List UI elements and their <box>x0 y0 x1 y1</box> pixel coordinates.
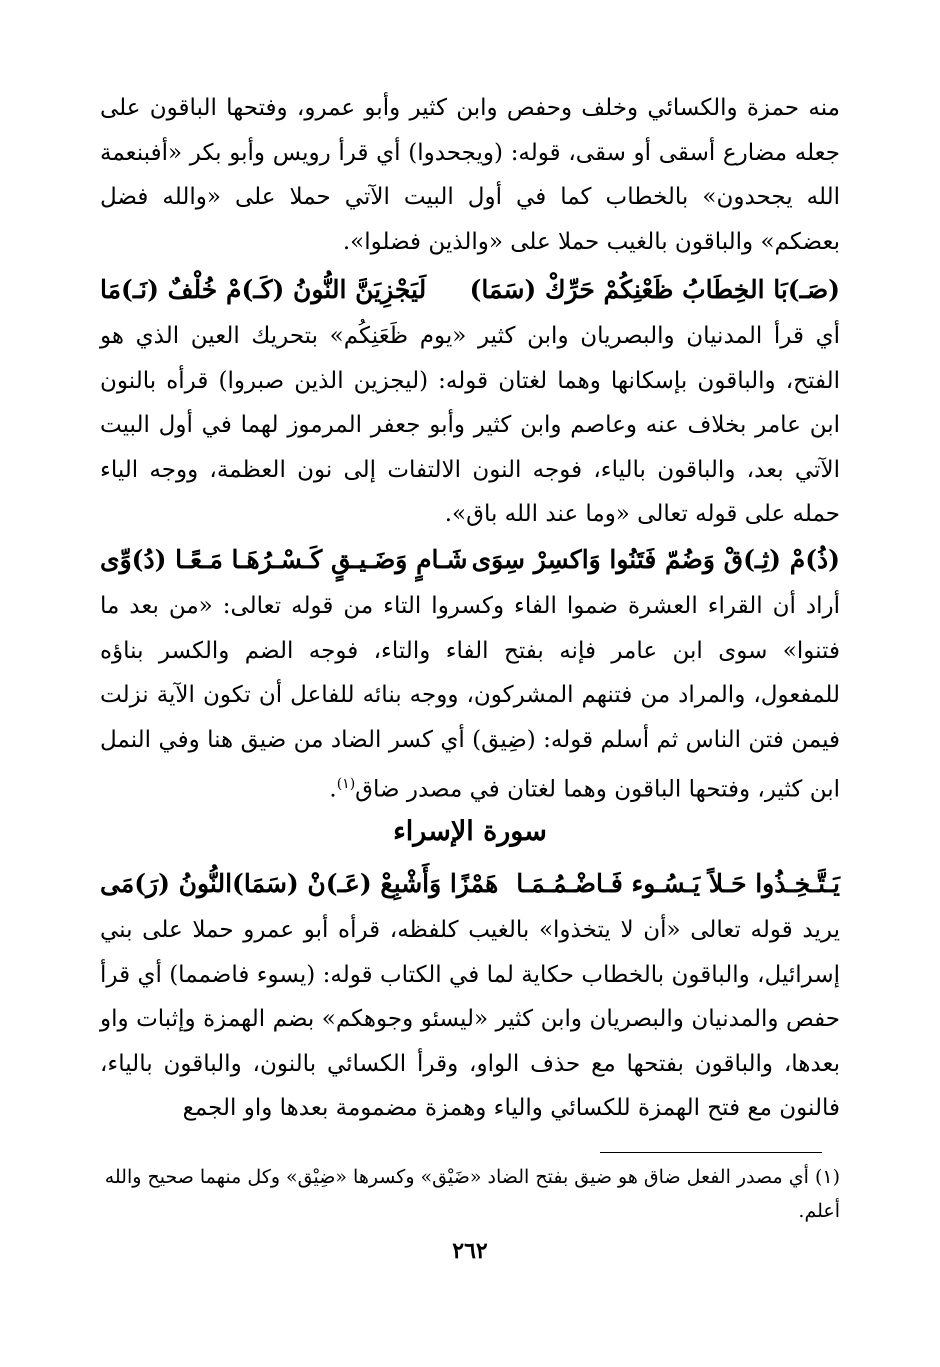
paragraph-1: منه حمزة والكسائي وخلف وحفص وابن كثير وأبو عمرو، وفتحها الباقون على جعله مضارع أسقى أو سقى، قوله: (ويجحدوا) أي قرأ رويس وأبو بكر «أفبنعمة الله يجحدون» بالخطاب كما في أول البيت الآتي حملا على «والله فضل بعضكم» والباقون بالغيب حملا على «والذين فضلوا». <box>100 95 840 255</box>
verse-right-hemistich: (صَـ)بَا الخِطَابُ ظَعْنِكُمْ حَرِّكْ (سَمَا) <box>469 275 840 304</box>
paragraph-3: أراد أن القراء العشرة ضموا الفاء وكسروا التاء من قوله تعالى: «من بعد ما فتنوا» سوى ابن عامر فإنه بفتح الفاء والتاء، فوجه الضم والكسر بناؤه للمفعول، والمراد من فتنهم المشركون، ووجه بنائه للفاعل أن تكون الآية نزلت فيمن فتن الناس ثم أسلم قوله: (ضِيق) أي كسر الضاد من ضيق هنا وفي النمل ابن كثير، وفتحها الباقون وهما لغتان في مصدر ضاق$^{(١)}$. <box>100 593 840 803</box>
verse-right-hemistich: (ذُ)مْ (ثِـ)قْ وَضُمّ فَتَنُوا وَاكسِرْ سِوَى <box>471 545 840 574</box>
verse-left-hemistich: شَـامٍ وَضَـيـقٍ كَـسْـرُهَـا مَـعًـا (دُ)وِّى <box>100 545 468 574</box>
footnote-divider <box>600 1152 822 1153</box>
verse-left-hemistich: هَمْزًا وَأَشْبِعْ (عَـ)نْ (سَمَا)النُّونُ (رَ)مَى <box>100 869 499 898</box>
paragraph-4: يريد قوله تعالى «أن لا يتخذوا» بالغيب كلفظه، قرأه أبو عمرو حملا على بني إسرائيل، والباقون بالخطاب حكاية لما في الكتاب قوله: (يسوء فاضمما) أي قرأ حفص والمدنيان والبصريان وابن كثير «ليسئو وجوهكم» بضم الهمزة وإثبات واو بعدها، والباقون بفتحها مع حذف الواو، وقرأ الكسائي بالنون، والباقون بالياء، فالنون مع فتح الهمزة للكسائي والياء وهمزة مضمومة بعدها واو الجمع <box>100 917 840 1121</box>
verse-line-2 <box>100 538 840 582</box>
verse-line-1 <box>100 268 840 312</box>
footnote-text: (١) أي مصدر الفعل ضاق هو ضيق بفتح الضاد «ضَيْق» وكسرها «ضِيْق» وكل منهما صحيح والله أعلم. <box>104 1166 840 1222</box>
page-number: ٢٦٢ <box>452 1238 488 1264</box>
verse-left-hemistich: لَيَجْزِيَنَّ النُّونُ (كَـ)مْ خُلْفٌ (نَـ)مَا <box>100 275 427 304</box>
paragraph-3-text: أراد أن القراء العشرة ضموا الفاء وكسروا التاء من قوله تعالى: «من بعد ما فتنوا» سوى ابن عامر فإنه بفتح الفاء والتاء، فوجه الضم والكسر بناؤه للمفعول، والمراد من فتنهم المشركون، ووجه بنائه للفاعل أن تكون الآية نزلت فيمن فتن الناس ثم أسلم قوله: (ضِيق) أي كسر الضاد من ضيق هنا وفي النمل ابن كثير، وفتحها الباقون وهما لغتان في مصدر ضاق <box>100 593 840 803</box>
paragraph-2: أي قرأ المدنيان والبصريان وابن كثير «يوم ظَعَنِكُم» بتحريك العين الذي هو الفتح، والباقون بإسكانها وهما لغتان قوله: (ليجزين الذين صبروا) قرأه بالنون ابن عامر بخلاف عنه وعاصم وابن كثير وأبو جعفر المرموز لهما في أول البيت الآتي بعد، والباقون بالياء، فوجه النون الالتفات إلى نون العظمة، ووجه الياء حمله على قوله تعالى «وما عند الله باق». <box>100 323 840 527</box>
verse-right-hemistich: يَـتَّـخِـذُوا حَـلاً يَـسُـوء فَـاضْـمُـمَـا <box>516 869 840 898</box>
footnote-reference: (١) <box>336 776 356 792</box>
verse-line-3 <box>100 862 840 906</box>
surah-title: سورة الإسراء <box>393 816 547 847</box>
